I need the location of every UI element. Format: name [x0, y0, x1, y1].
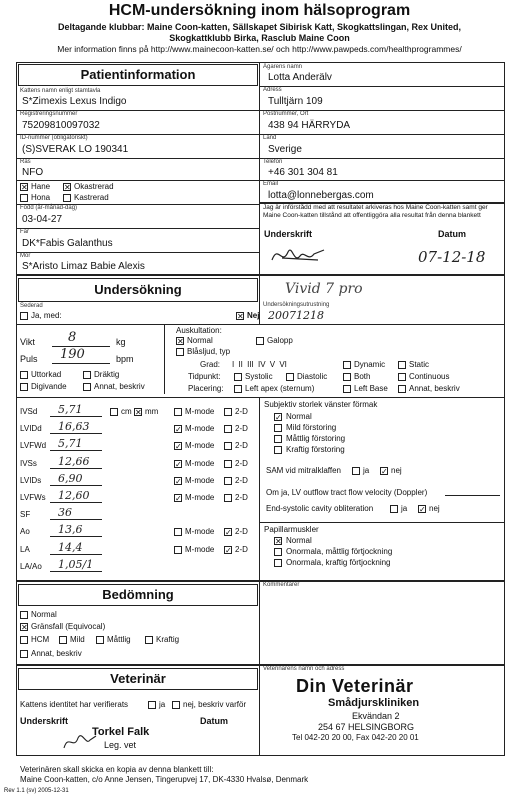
reg-label: Registreringsnummer	[20, 111, 78, 117]
both-checkbox[interactable]	[343, 373, 351, 381]
owner-date-field[interactable]: 07-12-18	[418, 248, 486, 266]
identity-label: Kattens identitet har verifierats	[20, 700, 129, 709]
okastrerad-label: Okastrerad	[74, 182, 114, 191]
vet-date-label: Datum	[200, 716, 229, 726]
measurement-label: LVIDs	[20, 476, 42, 485]
systolic-label: Systolic	[245, 372, 273, 381]
pap-moderate-checkbox[interactable]	[274, 548, 282, 556]
measurement-value[interactable]: 1,05/1	[58, 558, 94, 571]
assess-annat-checkbox[interactable]	[20, 650, 28, 658]
mmode-checkbox[interactable]: ✓	[175, 477, 182, 486]
twod-checkbox[interactable]	[224, 477, 232, 485]
twod-label: 2-D	[235, 441, 248, 450]
owner-field[interactable]: Lotta Anderälv	[268, 72, 332, 83]
mmode-label: M-mode	[185, 424, 215, 433]
breed-label: Ras	[20, 159, 31, 165]
measurement-value[interactable]: 14,4	[58, 541, 83, 554]
measurement-label: Ao	[20, 527, 30, 536]
identity-nej-checkbox[interactable]	[172, 701, 180, 709]
twod-label: 2-D	[235, 527, 248, 536]
systolic-checkbox[interactable]	[234, 373, 242, 381]
left-base-checkbox[interactable]	[343, 385, 351, 393]
breed-field[interactable]: NFO	[22, 167, 44, 178]
both-label: Both	[354, 372, 371, 381]
identity-ja-checkbox[interactable]	[148, 701, 156, 709]
measurement-label: IVSd	[20, 407, 38, 416]
reg-field[interactable]: 75209810097032	[22, 120, 100, 131]
mmode-checkbox[interactable]: ✓	[175, 442, 182, 451]
uttorkad-label: Uttorkad	[31, 370, 62, 379]
galopp-checkbox[interactable]	[256, 337, 264, 345]
twod-label: 2-D	[235, 407, 248, 416]
form-title: HCM-undersökning inom hälsoprogram	[108, 2, 411, 19]
comments-label: Kommentarer	[263, 582, 300, 588]
country-field[interactable]: Sverige	[268, 144, 302, 155]
galopp-label: Galopp	[267, 336, 293, 345]
lv-size-title: Subjektiv storlek vänster förmak	[264, 400, 378, 409]
twod-checkbox[interactable]: ✓	[225, 528, 232, 537]
cm-unit-label: cm	[121, 407, 132, 416]
lv-mild-checkbox[interactable]	[274, 424, 282, 432]
end-systolic-label: End-systolic cavity obliteration	[266, 504, 374, 513]
papillary-title: Papillarmuskler	[264, 525, 319, 534]
hane-label: Hane	[31, 182, 51, 191]
grad-label: Grad:	[200, 360, 221, 369]
pulse-field[interactable]: 190	[60, 347, 85, 362]
measurement-label: LA/Ao	[20, 562, 42, 571]
revision-label: Rev 1.1 (sv) 2005-12-31	[4, 788, 69, 794]
sam-ja-checkbox[interactable]	[352, 467, 360, 475]
endsys-nej-checkbox[interactable]: ✓	[419, 505, 426, 514]
sedated-yes-checkbox[interactable]	[20, 312, 28, 320]
endsys-ja-label: ja	[401, 504, 408, 513]
clinic-subtitle: Smådjurskliniken	[328, 697, 420, 709]
twod-checkbox[interactable]: ✓	[225, 546, 232, 555]
mmode-label: M-mode	[185, 441, 215, 450]
measurement-label: LVFWd	[20, 441, 47, 450]
outflow-label: Om ja, LV outflow tract flow velocity (Doppler)	[266, 488, 428, 497]
mmode-label: M-mode	[185, 493, 215, 502]
assess-equivocal-label: Gränsfall (Equivocal)	[31, 622, 106, 631]
cat-name-field[interactable]: S*Zimexis Lexus Indigo	[22, 96, 127, 107]
mmode-label: M-mode	[185, 476, 215, 485]
annat-checkbox[interactable]	[83, 383, 91, 391]
clinic-phone: Tel 042-20 20 00, Fax 042-20 20 01	[292, 733, 419, 742]
measurement-value[interactable]: 12,60	[58, 489, 90, 502]
hona-label: Hona	[31, 193, 51, 202]
sam-label: SAM vid mitralklaffen	[266, 466, 341, 475]
father-field[interactable]: DK*Fabis Galanthus	[22, 238, 113, 249]
mm-unit-checkbox[interactable]: ✕	[135, 408, 142, 417]
measurement-value[interactable]: 6,90	[58, 472, 83, 485]
pulse-label: Puls	[20, 354, 38, 364]
clinic-name: Din Veterinär	[296, 676, 414, 696]
id-label: ID-nummer (obligatoriskt)	[20, 135, 88, 141]
lv-mattlig-label: Måttlig förstoring	[286, 434, 346, 443]
lv-normal-checkbox[interactable]: ✓	[275, 413, 282, 422]
info-links: Mer information finns på http://www.mainecoon-katten.se/ och http://www.pawpeds.com/healthprogrammes/	[57, 44, 462, 54]
postal-label: Postnummer, Ort	[263, 111, 309, 117]
patient-heading: Patientinformation	[18, 64, 258, 86]
blasljud-label: Blåsljud, typ	[187, 347, 231, 356]
mmode-checkbox[interactable]	[174, 408, 182, 416]
diastolic-checkbox[interactable]	[286, 373, 294, 381]
cm-unit-checkbox[interactable]	[110, 408, 118, 416]
lv-kraftig-checkbox[interactable]	[274, 446, 282, 454]
hcm-mild-label: Mild	[70, 635, 85, 644]
ausc-normal-label: Normal	[187, 336, 213, 345]
owner-signature	[268, 240, 328, 270]
footer-line-1: Veterinären skall skicka en kopia av denna blankett till:	[20, 765, 214, 774]
uttorkad-checkbox[interactable]	[20, 371, 28, 379]
pap-normal-label: Normal	[286, 536, 312, 545]
pap-severe-label: Onormala, kraftig förtjockning	[286, 558, 391, 567]
country-label: Land	[263, 135, 277, 141]
measurement-label: IVSs	[20, 459, 37, 468]
dob-label: Född (år-månad-dag)	[20, 205, 78, 211]
hcm-label: HCM	[31, 635, 50, 644]
twod-label: 2-D	[235, 493, 248, 502]
lv-mild-label: Mild förstoring	[286, 423, 337, 432]
measurement-value[interactable]: 12,66	[58, 455, 90, 468]
dynamic-checkbox[interactable]	[343, 361, 351, 369]
mmode-label: M-mode	[185, 407, 215, 416]
mother-field[interactable]: S*Aristo Limaz Babie Alexis	[22, 261, 145, 272]
clubs-line-1: Deltagande klubbar: Maine Coon-katten, Sällskapet Sibirisk Katt, Skogkattslingan, Rex United,	[57, 22, 462, 32]
hona-checkbox[interactable]	[20, 194, 28, 202]
assess-normal-checkbox[interactable]	[20, 611, 28, 619]
blasljud-checkbox[interactable]	[176, 348, 184, 356]
measurement-label: LVIDd	[20, 424, 42, 433]
hcm-kraftig-checkbox[interactable]	[145, 636, 153, 644]
measurement-label: SF	[20, 510, 31, 519]
diastolic-label: Diastolic	[297, 372, 328, 381]
okastrerad-checkbox[interactable]: ✕	[64, 183, 71, 192]
assess-annat-label: Annat, beskriv	[31, 649, 82, 658]
hcm-kraftig-label: Kraftig	[156, 635, 180, 644]
kastrerad-checkbox[interactable]	[63, 194, 71, 202]
measurement-value[interactable]: 36	[58, 506, 72, 519]
sam-ja-label: ja	[363, 466, 370, 475]
mmode-label: M-mode	[185, 527, 215, 536]
auscultation-label: Auskultation:	[176, 326, 222, 335]
twod-label: 2-D	[235, 424, 248, 433]
phone-label: Telefon	[263, 159, 283, 165]
sam-nej-label: nej	[391, 466, 402, 475]
address-label: Adress	[263, 87, 282, 93]
owner-label: Ägarens namn	[263, 64, 303, 70]
weight-label: Vikt	[20, 337, 35, 347]
measurement-value[interactable]: 5,71	[58, 437, 83, 450]
hcm-mild-checkbox[interactable]	[59, 636, 67, 644]
twod-checkbox[interactable]	[224, 494, 232, 502]
measurement-label: LVFWs	[20, 493, 46, 502]
consent-text: Jag är införstådd med att resultatet arkiveras hos Maine Coon-katten samt ger Maine Coon-katten tillstånd att offentliggöra alla resultat från denna blankett	[263, 204, 488, 219]
digivande-checkbox[interactable]	[20, 383, 28, 391]
twod-checkbox[interactable]	[224, 408, 232, 416]
continuous-checkbox[interactable]	[398, 373, 406, 381]
equipment-label: Undersökningsutrustning	[263, 302, 330, 308]
hcm-mattlig-checkbox[interactable]	[96, 636, 104, 644]
id-field[interactable]: (S)SVERAK LO 190341	[22, 144, 129, 155]
footer-line-2: Maine Coon-katten, c/o Anne Jensen, Tingerupvej 17, DK-4330 Hvalsø, Denmark	[20, 775, 309, 784]
exam-heading: Undersökning	[18, 278, 258, 302]
dynamic-label: Dynamic	[354, 360, 386, 369]
continuous-label: Continuous	[409, 372, 450, 381]
email-field[interactable]: lotta@lonnebergas.com	[268, 190, 374, 201]
draktig-checkbox[interactable]	[83, 371, 91, 379]
weight-unit: kg	[116, 337, 126, 347]
measurement-label: LA	[20, 545, 30, 554]
owner-date-label: Datum	[438, 229, 467, 239]
clubs-line-2: Skogkattklubb Birka, Rasclub Maine Coon	[169, 33, 350, 43]
mother-label: Mor	[20, 253, 31, 259]
annat-beskriv-label: Annat, beskriv	[409, 384, 460, 393]
annat-label: Annat, beskriv	[94, 382, 145, 391]
grade-scale: I II III IV V VI	[232, 360, 287, 369]
measurement-value[interactable]: 5,71	[58, 403, 83, 416]
pap-severe-checkbox[interactable]	[274, 559, 282, 567]
vet-name-label: Veterinärens namn och adress	[263, 666, 345, 672]
twod-checkbox[interactable]	[224, 460, 232, 468]
mmode-label: M-mode	[185, 459, 215, 468]
mmode-checkbox[interactable]	[174, 546, 182, 554]
mmode-checkbox[interactable]: ✓	[175, 425, 182, 434]
pap-normal-checkbox[interactable]: ✕	[275, 537, 282, 546]
identity-ja-label: ja	[159, 700, 166, 709]
static-checkbox[interactable]	[398, 361, 406, 369]
vet-signature-label: Underskrift	[20, 716, 69, 726]
twod-label: 2-D	[235, 545, 248, 554]
form-frame	[16, 62, 505, 756]
mmode-checkbox[interactable]: ✓	[175, 460, 182, 469]
hane-checkbox[interactable]: ✕	[21, 183, 28, 192]
pap-moderate-label: Onormala, måttlig förtjockning	[286, 547, 393, 556]
equipment-field[interactable]: 20071218	[268, 309, 324, 322]
dob-field[interactable]: 03-04-27	[22, 214, 63, 225]
weight-field[interactable]: 8	[68, 330, 77, 345]
lv-normal-label: Normal	[286, 412, 312, 421]
sedated-no-checkbox[interactable]: ✕	[237, 312, 244, 321]
left-apex-label: Left apex (sternum)	[245, 384, 315, 393]
vet-heading: Veterinär	[18, 668, 258, 690]
pulse-unit: bpm	[116, 354, 134, 364]
vet-stamp-name: Torkel Falk	[92, 726, 150, 738]
address-field[interactable]: Tulltjärn 109	[268, 96, 323, 107]
equipment-handwritten: Vivid 7 pro	[285, 281, 363, 297]
static-label: Static	[409, 360, 430, 369]
lv-kraftig-label: Kraftig förstoring	[286, 445, 345, 454]
assess-normal-label: Normal	[31, 610, 57, 619]
clinic-city: 254 67 HELSINGBORG	[318, 722, 415, 732]
endsys-ja-checkbox[interactable]	[390, 505, 398, 513]
annat-beskriv-checkbox[interactable]	[398, 385, 406, 393]
tidpunkt-label: Tidpunkt:	[188, 372, 221, 381]
cat-name-label: Kattens namn enligt stamtavla	[20, 88, 101, 94]
placering-label: Placering:	[188, 384, 224, 393]
lv-mattlig-checkbox[interactable]	[274, 435, 282, 443]
draktig-label: Dräktig	[94, 370, 120, 379]
digivande-label: Digivande	[31, 382, 67, 391]
twod-label: 2-D	[235, 476, 248, 485]
phone-field[interactable]: +46 301 304 81	[268, 167, 338, 178]
vet-stamp-title: Leg. vet	[104, 740, 137, 750]
father-label: Far	[20, 229, 29, 235]
mmode-checkbox[interactable]: ✓	[175, 494, 182, 503]
clinic-street: Ekvändan 2	[352, 711, 400, 721]
email-label: Email	[263, 181, 279, 187]
twod-label: 2-D	[235, 459, 248, 468]
sedated-yes-label: Ja, med:	[31, 311, 62, 320]
mmode-checkbox[interactable]	[174, 528, 182, 536]
hcm-checkbox[interactable]	[20, 636, 28, 644]
measurement-value[interactable]: 13,6	[58, 523, 83, 536]
left-apex-checkbox[interactable]	[234, 385, 242, 393]
sedated-no-label: Nej	[247, 311, 260, 320]
left-base-label: Left Base	[354, 384, 388, 393]
twod-checkbox[interactable]	[224, 425, 232, 433]
twod-checkbox[interactable]	[224, 442, 232, 450]
endsys-nej-label: nej	[429, 504, 440, 513]
sedated-label: Sederad	[20, 303, 43, 309]
owner-signature-label: Underskrift	[264, 229, 313, 239]
assessment-heading: Bedömning	[18, 584, 258, 606]
assess-equivocal-checkbox[interactable]: ✕	[21, 623, 28, 632]
ausc-normal-checkbox[interactable]: ✕	[177, 337, 184, 346]
measurement-value[interactable]: 16,63	[58, 420, 90, 433]
mmode-label: M-mode	[185, 545, 215, 554]
kastrerad-label: Kastrerad	[74, 193, 109, 202]
identity-nej-label: nej, beskriv varför	[183, 700, 247, 709]
postal-field[interactable]: 438 94 HÄRRYDA	[268, 120, 351, 131]
mm-unit-label: mm	[145, 407, 159, 416]
sam-nej-checkbox[interactable]: ✓	[381, 467, 388, 476]
hcm-mattlig-label: Måttlig	[107, 635, 131, 644]
